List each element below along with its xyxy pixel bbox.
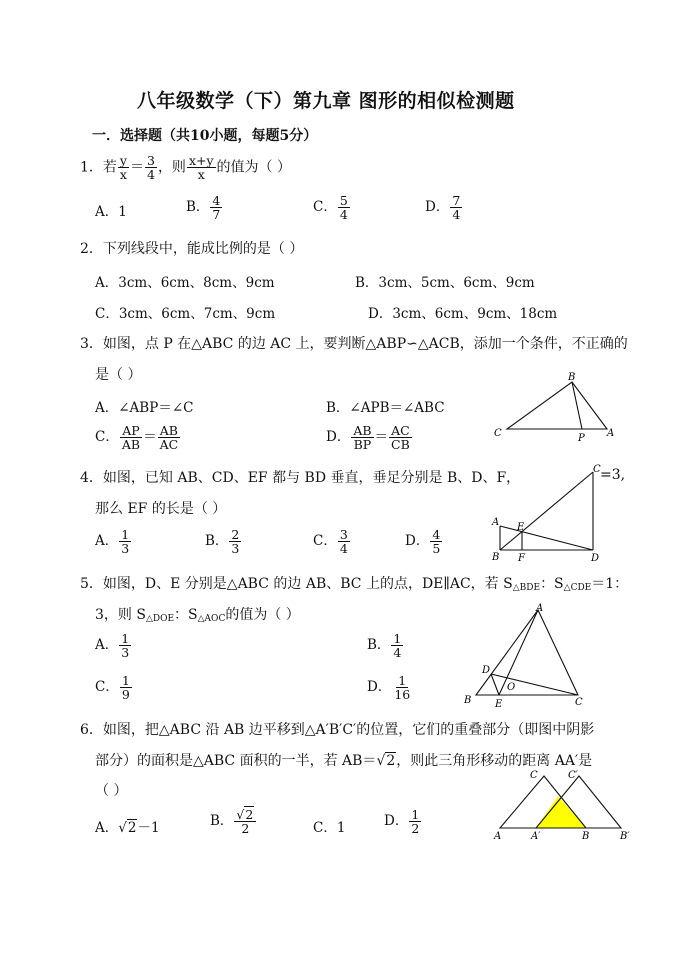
question-6-line-3: （ ） [95, 783, 128, 799]
label-c-prime: C′ [568, 770, 578, 781]
label-c: C [575, 697, 583, 708]
label-c: C [530, 770, 538, 781]
label-b: B [464, 695, 472, 706]
q6-option-b[interactable]: B． $\frac{√2}{2}$ [210, 808, 257, 835]
q4-option-d[interactable]: D． $\frac{4}{5}$ [405, 527, 441, 557]
label-a: A [607, 428, 615, 439]
section-heading: 一．选择题（共10小题，每题5分） [92, 128, 318, 144]
q4-option-a[interactable]: A． $\frac{1}{3}$ [95, 527, 130, 557]
label-a: A [536, 603, 544, 614]
fraction: $\frac{AB}{BP}$ [353, 423, 372, 453]
q5-triangle-figure [458, 600, 598, 710]
fraction: $\frac{4}{7}$ [212, 193, 221, 223]
label-a-prime: A′ [531, 831, 541, 842]
segment-ae [499, 610, 538, 695]
label-b-prime: B′ [620, 831, 630, 842]
question-6-line-1: 6．如图，把△ABC 沿 AB 边平移到△A′B′C′的位置，它们的重叠部分（即图中阴影 [80, 722, 595, 738]
fraction: $\frac{1}{16}$ [394, 673, 411, 703]
fraction: $\frac{5}{4}$ [339, 193, 348, 223]
q4-perpendicular-figure [485, 460, 605, 568]
fraction: $\frac{y}{x}$ [119, 153, 127, 183]
fraction: $\frac{3}{4}$ [146, 153, 155, 183]
fraction: $\frac{AP}{AB}$ [121, 423, 141, 453]
q1-option-c[interactable]: C． $\frac{5}{4}$ [313, 193, 348, 223]
q1-option-b[interactable]: B． $\frac{4}{7}$ [186, 193, 221, 223]
fraction: $\frac{4}{5}$ [432, 527, 441, 557]
fraction: $\frac{√2}{2}$ [234, 808, 256, 835]
label-b: B [568, 372, 576, 383]
question-4-line-2: 那么 EF 的长是（ ） [95, 501, 227, 517]
label-e: E [495, 699, 503, 710]
label-o: O [507, 682, 516, 693]
fraction: $\frac{1}{3}$ [121, 527, 130, 557]
question-5-line-1: 5．如图，D、E 分别是△ABC 的边 AB、BC 上的点，DE∥AC，若 $S_{\triangle BDE}$：$S_{\triangle CDE}=1$： [80, 576, 629, 593]
fraction: $\frac{1}{4}$ [393, 631, 402, 661]
question-4-line-1: 4．如图，已知 AB、CD、EF 都与 BD 垂直，垂足分别是 B、D、F， [80, 470, 521, 486]
fraction: $\frac{x+y}{x}$ [188, 153, 214, 183]
q3-option-c[interactable]: C． $\frac{AP}{AB}$ ＝ $\frac{AB}{AC}$ [95, 423, 179, 453]
overlap-shaded-region [536, 796, 586, 828]
fraction: $\frac{2}{3}$ [231, 527, 240, 557]
sqrt-expression: √2 [118, 820, 137, 836]
question-4-overlap-text: =3, [600, 467, 626, 483]
page-title: 八年级数学（下）第九章 图形的相似检测题 [137, 90, 515, 112]
segment-de [491, 674, 499, 695]
q5-option-d[interactable]: D． $\frac{1}{16}$ [367, 673, 411, 703]
fraction: $\frac{1}{2}$ [411, 807, 420, 837]
q3-option-b[interactable]: B．∠APB＝∠ABC [326, 400, 445, 416]
label-a: A [494, 831, 502, 842]
q2-option-b[interactable]: B．3cm、5cm、6cm、9cm [355, 275, 535, 291]
question-1: 1．若 $\frac{y}{x}$ ＝ $\frac{3}{4}$ ，则 $\frac{x+y}{x}$ 的值为（ ） [80, 153, 291, 183]
fraction: $\frac{1}{9}$ [121, 673, 130, 703]
q3-triangle-figure [485, 370, 625, 445]
label-c: C [494, 428, 502, 439]
q2-option-a[interactable]: A．3cm、6cm、8cm、9cm [95, 275, 275, 291]
label-f: F [518, 553, 525, 564]
label-b: B [492, 552, 500, 563]
sqrt-expression: √2 [376, 753, 396, 769]
q1-option-d[interactable]: D． $\frac{7}{4}$ [425, 193, 461, 223]
triangle-abc [507, 382, 607, 429]
label-b: B [582, 831, 590, 842]
q5-option-b[interactable]: B． $\frac{1}{4}$ [367, 631, 402, 661]
label-p: P [578, 433, 585, 444]
q6-option-a[interactable]: A．√2－1 [95, 820, 160, 836]
q3-option-d[interactable]: D． $\frac{AB}{BP}$ ＝ $\frac{AC}{CB}$ [326, 423, 410, 453]
fraction: $\frac{7}{4}$ [452, 193, 461, 223]
label-d: D [482, 665, 491, 676]
q4-option-c[interactable]: C． $\frac{3}{4}$ [313, 527, 348, 557]
q6-translation-figure [486, 766, 636, 846]
q5-option-c[interactable]: C． $\frac{1}{9}$ [95, 673, 130, 703]
q4-option-b[interactable]: B． $\frac{2}{3}$ [205, 527, 240, 557]
fraction: $\frac{AB}{AC}$ [159, 423, 179, 453]
question-3-line-1: 3．如图，点 P 在△ABC 的边 AC 上，要判断△ABP∽△ACB，添加一个条件，不正确的 [80, 336, 628, 352]
label-a: A [492, 517, 500, 528]
question-6-line-2: 部分）的面积是△ABC 面积的一半，若 AB＝√2，则此三角形移动的距离 AA′是 [95, 753, 593, 769]
q6-option-d[interactable]: D． $\frac{1}{2}$ [384, 807, 420, 837]
sqrt-expression: √2 [236, 807, 254, 822]
fraction: $\frac{AC}{CB}$ [391, 423, 410, 453]
question-2: 2．下列线段中，能成比例的是（ ） [80, 241, 304, 257]
q1-option-a[interactable]: A．1 [95, 204, 127, 220]
q2-option-d[interactable]: D．3cm、6cm、9cm、18cm [368, 306, 558, 322]
q3-option-a[interactable]: A．∠ABP＝∠C [95, 400, 194, 416]
label-d: D [591, 553, 600, 564]
label-c: C [593, 464, 601, 475]
question-3-line-2: 是（ ） [95, 367, 142, 383]
fraction: $\frac{3}{4}$ [339, 527, 348, 557]
fraction: $\frac{1}{3}$ [121, 631, 130, 661]
q5-option-a[interactable]: A． $\frac{1}{3}$ [95, 631, 130, 661]
question-5-line-2: 3，则 $S_{\triangle DOE}$：$S_{\triangle AOC}$的值为（ ） [95, 607, 300, 624]
q6-option-c[interactable]: C．1 [313, 820, 346, 836]
label-e: E [517, 522, 525, 533]
q2-option-c[interactable]: C．3cm、6cm、7cm、9cm [95, 306, 276, 322]
